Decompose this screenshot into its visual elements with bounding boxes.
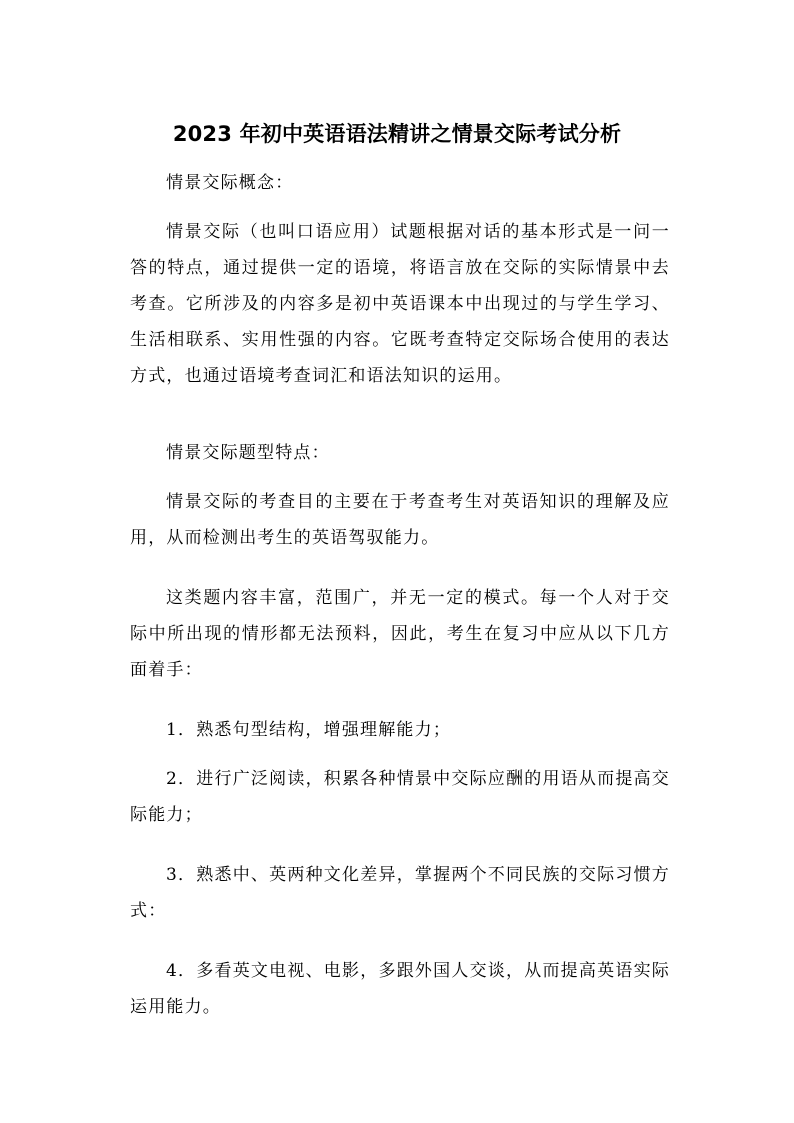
list-item-2: 2．进行广泛阅读，积累各种情景中交际应酬的用语从而提高交际能力；: [130, 769, 670, 825]
section-heading-concept: 情景交际概念：: [166, 173, 294, 193]
paragraph-approach-intro: 这类题内容丰富，范围广，并无一定的模式。每一个人对于交际中所出现的情形都无法预料，因此，考生在复习中应从以下几方面着手：: [130, 588, 670, 680]
list-item-4: 4．多看英文电视、电影，多跟外国人交谈，从而提高英语实际运用能力。: [130, 961, 670, 1017]
paragraph-concept-body: 情景交际（也叫口语应用）试题根据对话的基本形式是一问一答的特点，通过提供一定的语境，将语言放在交际的实际情景中去考查。它所涉及的内容多是初中英语课本中出现过的与学生学习、生活相联系、实用性强的内容。它既考查特定交际场合使用的表达方式，也通过语境考查词汇和语法知识的运用。: [130, 222, 670, 386]
document-title: 2023 年初中英语语法精讲之情景交际考试分析: [172, 122, 622, 146]
list-item-3: 3．熟悉中、英两种文化差异，掌握两个不同民族的交际习惯方式：: [130, 865, 670, 921]
section-heading-features: 情景交际题型特点：: [166, 443, 330, 463]
paragraph-features-body: 情景交际的考查目的主要在于考查考生对英语知识的理解及应用，从而检测出考生的英语驾驭能力。: [130, 492, 670, 548]
list-item-1: 1．熟悉句型结构，增强理解能力；: [166, 720, 452, 740]
